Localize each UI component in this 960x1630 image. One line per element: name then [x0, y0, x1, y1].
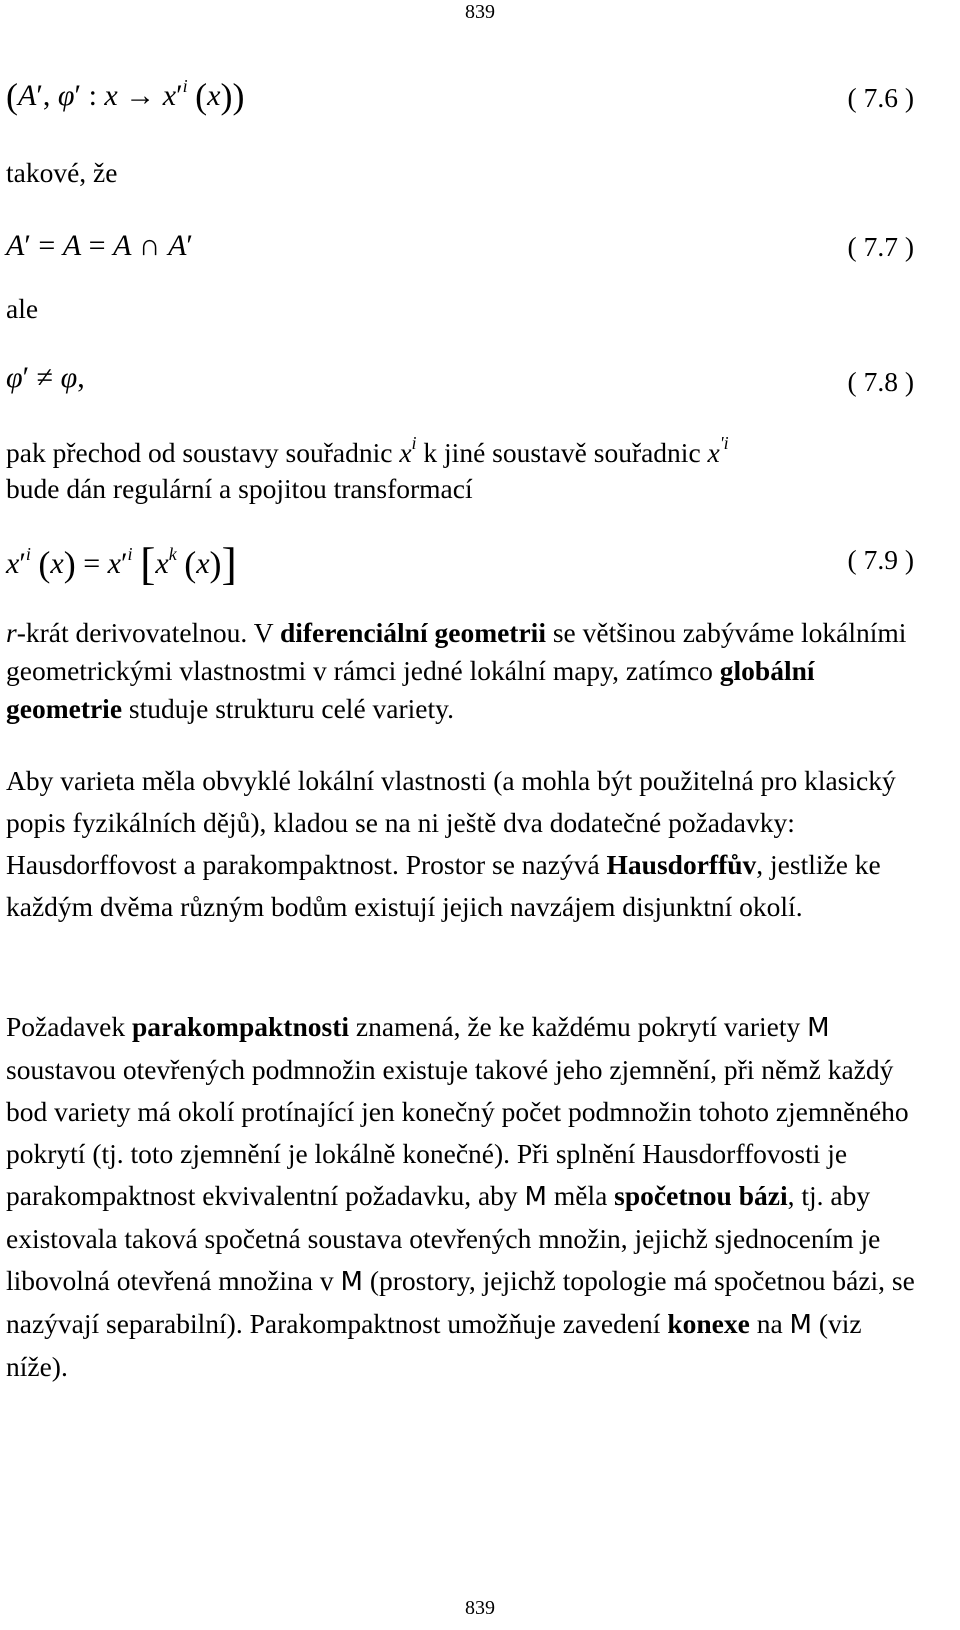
manifold-symbol: M — [789, 1310, 812, 1340]
page-number-top: 839 — [465, 1, 495, 23]
manifold-symbol: M — [807, 1013, 830, 1043]
paragraph-transformation: pak přechod od soustavy souřadnic $x^i$ k jiné soustavě souřadnic $x^{'i}$ bude dán regulární a spojitou transformací — [6, 433, 729, 504]
manifold-symbol: M — [524, 1182, 547, 1212]
text-line: takové, že — [6, 157, 118, 188]
equation-7-8: φ′ ≠ φ, — [6, 361, 85, 394]
page-number-bottom: 839 — [465, 1597, 495, 1619]
equation-7-9: $x'^i$ $(x) = x'^i$ [$x^k$ (x)] — [6, 538, 237, 589]
equation-label-7-8: ( 7.8 ) — [847, 366, 914, 397]
paragraph-parakompaktnost: Požadavek parakompaktnosti znamená, že ke každému pokrytí variety M soustavou otevřených podmnožin existuje takové jeho zjemnění, při němž každý bod variety má okolí protínající jen konečný počet podmnožin tohoto zjemněného pokrytí (tj. toto zjemnění je lokálně konečné). Při splnění Hausdorffovosti je parakompaktnost ekvivalentní požadavku, aby M měla spočetnou bázi, tj. aby existovala taková spočetná soustava otevřených množin, jejichž sjednocením je libovolná otevřená množina v M (prostory, jejichž topologie má spočetnou bázi, se nazývají separabilní). Parakompaktnost umožňuje zavedení konexe na M (viz níže). — [6, 1011, 915, 1382]
text-line: ale — [6, 293, 39, 324]
paragraph-geometry: r-krát derivovatelnou. V diferenciální geometrii se většinou zabýváme lokálními geometrickými vlastnostmi v rámci jedné lokální mapy, zatímco globální geometrie studuje strukturu celé variety. — [6, 617, 907, 724]
equation-label-7-6: ( 7.6 ) — [847, 82, 914, 113]
equation-7-6: (A′, φ′ : $x \to x'^i$ (x)) — [6, 76, 245, 116]
equation-label-7-7: ( 7.7 ) — [847, 231, 914, 262]
equation-label-7-9: ( 7.9 ) — [847, 544, 914, 575]
equation-7-7: A′ = A = A ∩ A′ — [6, 229, 193, 262]
manifold-symbol: M — [340, 1267, 363, 1297]
paragraph-hausdorff: Aby varieta měla obvyklé lokální vlastnosti (a mohla být použitelná pro klasický popis fyzikálních dějů), kladou se na ni ještě dva dodatečné požadavky: Hausdorffovost a parakompaktnost. Prostor se nazývá Hausdorffův, jestliže ke každým dvěma různým bodům existují jejich navzájem disjunktní okolí. — [6, 765, 896, 922]
